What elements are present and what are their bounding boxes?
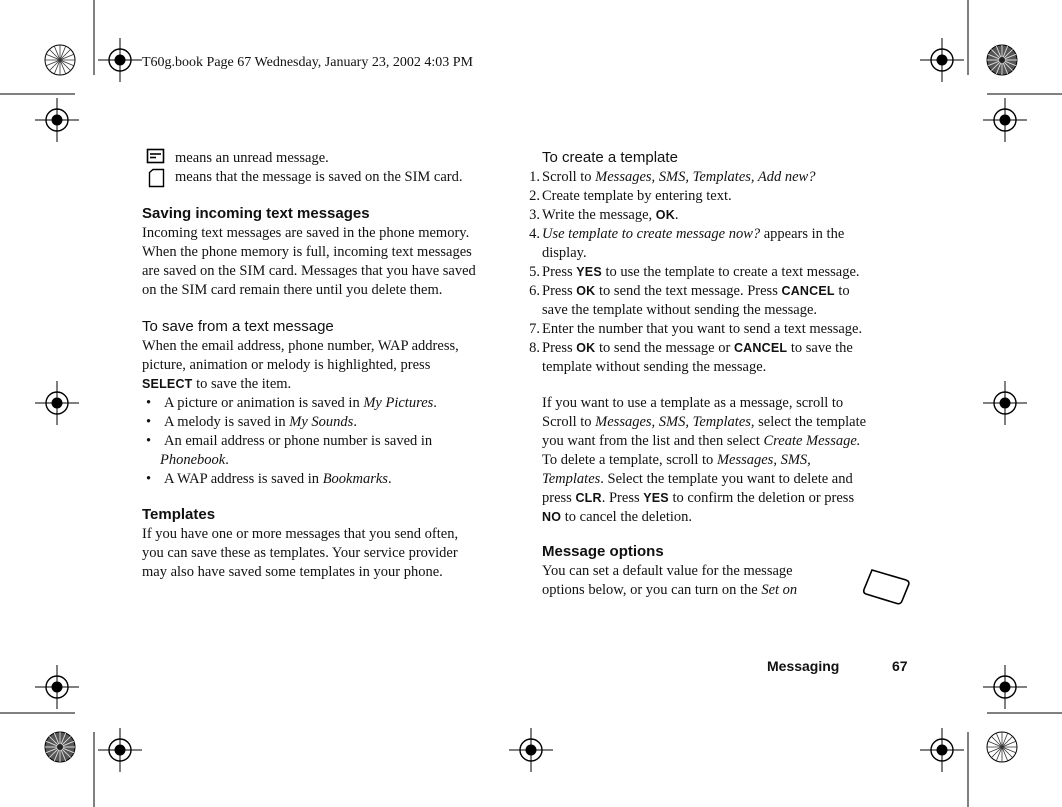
step-6: 6. Press OK to send the text message. Press CANCEL to	[529, 283, 850, 299]
unread-message-icon	[146, 148, 166, 169]
bullet-item: • A melody is saved in My Sounds.	[146, 414, 357, 430]
save-from-heading: To save from a text message	[142, 318, 334, 335]
save-bullets	[142, 394, 512, 489]
bullet-item: • A WAP address is saved in Bookmarks.	[146, 471, 392, 487]
create-steps	[526, 168, 916, 378]
templates-paragraph: If you have one or more messages that you send often, you can save these as templates. Your service provider may also have saved some templates in your phone.	[142, 526, 459, 580]
step-3: 3. Write the message, OK.	[529, 207, 679, 223]
print-header: T60g.book Page 67 Wednesday, January 23, 2002 4:03 PM	[142, 55, 473, 70]
templates-heading: Templates	[142, 506, 216, 523]
bullet-item-continued: Phonebook.	[160, 452, 229, 468]
footer-section: Messaging	[767, 658, 840, 674]
message-options-paragraph: You can set a default value for the message options below, or you can turn on the Set on	[542, 563, 798, 598]
bullet-item: • An email address or phone number is saved in	[146, 433, 433, 449]
step-4: 4. Use template to create message now? appears in the	[529, 226, 845, 242]
message-options-heading: Message options	[542, 543, 664, 560]
step-8-continued: template without sending the message.	[542, 359, 767, 375]
use-template-paragraph: If you want to use a template as a message, scroll to Scroll to Messages, SMS, Templates, select the template you want from the list and then select Create Message. To delete a template, scroll to Messages, SMS, Templates. Select the template you want to delete and press CLR. Press YES to confirm the deletion or press NO to cancel the deletion.	[542, 395, 867, 525]
sim-card-icon	[148, 168, 166, 193]
create-template-heading: To create a template	[542, 149, 678, 166]
unread-icon-description: means an unread message.	[175, 150, 329, 166]
footer-page-number: 67	[892, 658, 908, 674]
saving-paragraph: Incoming text messages are saved in the phone memory. When the phone memory is full, incoming text messages are saved on the SIM card. Messages that you have saved on the SIM card remain there until you delete them.	[142, 225, 476, 298]
bullet-item: • A picture or animation is saved in My Pictures.	[146, 395, 437, 411]
step-1: 1. Scroll to Messages, SMS, Templates, Add new?	[529, 169, 816, 185]
saving-heading: Saving incoming text messages	[142, 205, 370, 222]
step-7: 7. Enter the number that you want to send a text message.	[529, 321, 863, 337]
save-from-paragraph: When the email address, phone number, WAP address, picture, animation or melody is highlighted, press SELECT to save the item.	[142, 338, 459, 392]
step-8: 8. Press OK to send the message or CANCEL to save the	[529, 340, 853, 356]
select-key: SELECT	[142, 377, 193, 391]
chapter-tab-icon	[862, 566, 912, 613]
sim-icon-description: means that the message is saved on the SIM card.	[175, 169, 463, 185]
step-6-continued: save the template without sending the message.	[542, 302, 818, 318]
step-2: 2. Create template by entering text.	[529, 188, 732, 204]
step-4-continued: display.	[542, 245, 587, 261]
step-5: 5. Press YES to use the template to create a text message.	[529, 264, 860, 280]
